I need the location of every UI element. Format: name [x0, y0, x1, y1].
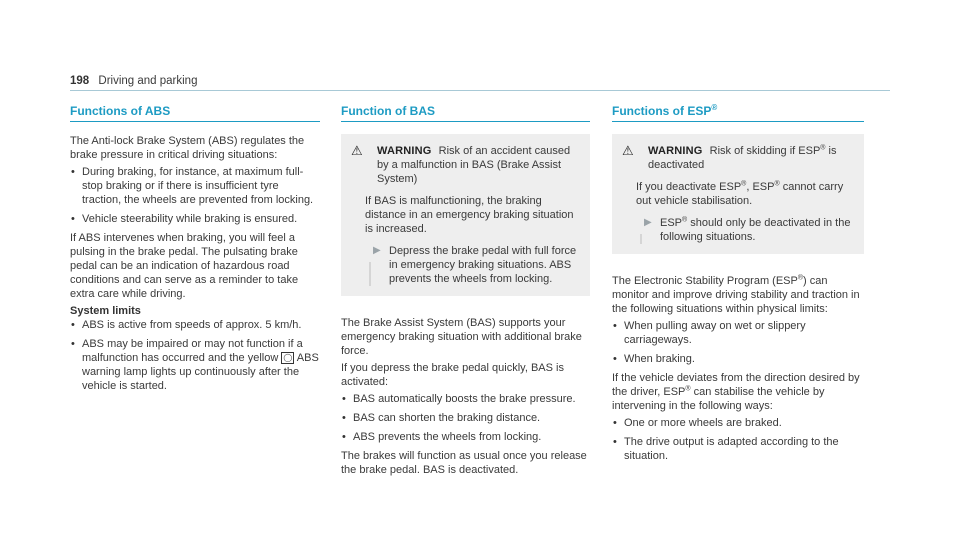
abs-bullets: [70, 165, 320, 226]
abs-warning-lamp-icon: ◯: [281, 352, 294, 364]
abs-section: [70, 104, 320, 398]
warning-headline: Risk of an accident caused by a malfunction in BAS (Brake Assist System): [377, 145, 571, 185]
abs-paragraph: If ABS intervenes when braking, you will feel a pulsing in the brake pedal. The pulsating brake pedal can be an indication of hazardous road conditions and can serve as a reminder to take extra care while driving.: [70, 232, 299, 300]
warning-triangle-icon: ⚠: [351, 143, 363, 158]
warning-action: ▶ Depress the brake pedal with full force in emergency braking situations. ABS prevents the wheels from locking.: [365, 244, 580, 286]
list-item: • BAS can shorten the braking distance.: [341, 411, 590, 425]
abs-limits: [70, 318, 320, 393]
list-item: • During braking, for instance, at maximum full-stop braking or if there is insufficient tyre traction, the wheels are prevented from locking.: [70, 165, 320, 207]
list-item: • One or more wheels are braked.: [612, 416, 864, 430]
esp-bullets-2: [612, 416, 864, 463]
action-arrow-icon: ▶: [373, 245, 381, 256]
list-item: • BAS automatically boosts the brake pressure.: [341, 392, 590, 406]
warning-label: WARNING: [377, 145, 432, 157]
bas-closing: The brakes will function as usual once you release the brake pedal. BAS is deactivated.: [341, 450, 587, 476]
list-item: • ABS may be impaired or may not function if a malfunction has occurred and the yellow ◯ ABS warning lamp lights up continuously after the vehicle is started.: [70, 337, 320, 393]
abs-title: Functions of ABS: [70, 104, 320, 122]
list-item: • ABS prevents the wheels from locking.: [341, 430, 590, 444]
esp-paragraph: If the vehicle deviates from the direction desired by the driver, ESP® can stabilise the vehicle by intervening in the following ways:: [612, 372, 860, 412]
warning-body: If you deactivate ESP®, ESP® cannot carry out vehicle stabilisation.: [636, 180, 844, 207]
warning-action: ▶ ESP® should only be deactivated in the following situations.: [636, 216, 854, 244]
list-item: • When pulling away on wet or slippery carriageways.: [612, 319, 864, 347]
list-item: • When braking.: [612, 352, 864, 366]
esp-intro: The Electronic Stability Program (ESP®) can monitor and improve driving stability and traction in the following situations within physical limits:: [612, 274, 860, 315]
warning-triangle-icon: ⚠: [622, 143, 634, 158]
bas-intro: The Brake Assist System (BAS) supports your emergency braking situation with additional brake force.: [341, 317, 582, 357]
bas-warning-box: [341, 134, 590, 296]
warning-body: If BAS is malfunctioning, the braking distance in an emergency braking situation is increased.: [365, 195, 574, 235]
abs-intro: The Anti-lock Brake System (ABS) regulates the brake pressure in critical driving situations:: [70, 135, 305, 161]
list-item: • The drive output is adapted according to the situation.: [612, 435, 864, 463]
action-bar: [369, 262, 371, 286]
header-rule: [70, 90, 890, 91]
bas-section: [341, 104, 590, 480]
action-arrow-icon: ▶: [644, 217, 652, 228]
system-limits-heading: System limits: [70, 305, 141, 317]
esp-title: Functions of ESP®: [612, 104, 864, 122]
esp-bullets-1: [612, 319, 864, 366]
page-number: 198: [70, 75, 90, 87]
page-header: [70, 74, 197, 88]
warning-label: WARNING: [648, 145, 703, 157]
bas-bullets: [341, 392, 590, 444]
list-item: • ABS is active from speeds of approx. 5 km/h.: [70, 318, 320, 332]
list-item: • Vehicle steerability while braking is ensured.: [70, 212, 320, 226]
action-bar: [640, 234, 642, 244]
bas-title: Function of BAS: [341, 104, 590, 122]
esp-section: [612, 104, 864, 468]
section-name: Driving and parking: [98, 75, 198, 87]
bas-paragraph: If you depress the brake pedal quickly, BAS is activated:: [341, 362, 564, 388]
esp-warning-box: ⚠ WARNING Risk of skidding if ESP® is deactivated If you deactivate ESP®, ESP® cannot carry out vehicle stabilisation. ▶ ESP® should only be deactivated in the following situations.: [612, 134, 864, 254]
